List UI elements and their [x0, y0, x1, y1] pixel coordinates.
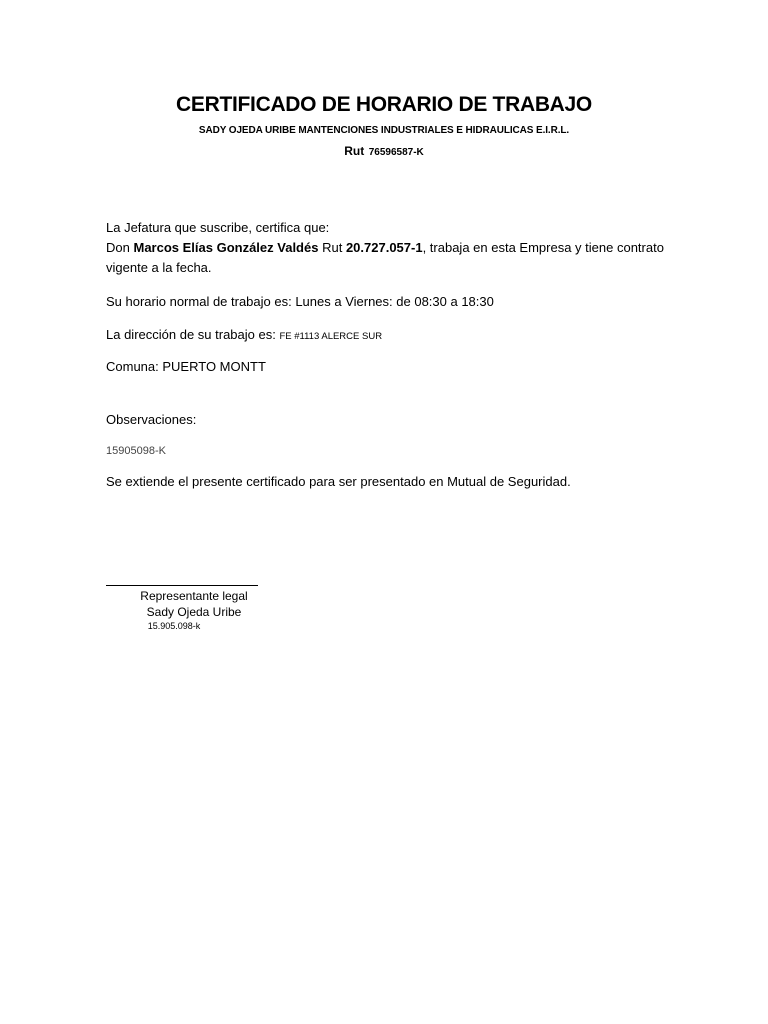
signature-name: Sady Ojeda Uribe [146, 605, 242, 619]
company-rut-label: Rut [344, 144, 365, 158]
signature-role: Representante legal [140, 589, 248, 603]
observaciones-label: Observaciones: [106, 412, 197, 427]
address-line [106, 325, 666, 347]
comuna-text: Comuna: PUERTO MONTT [106, 359, 266, 374]
schedule-text: Su horario normal de trabajo es: Lunes a Viernes: de 08:30 a 18:30 [106, 294, 494, 309]
employee-rut: 20.727.057-1 [345, 240, 423, 255]
signature-rut: 15.905.098-k [147, 621, 201, 631]
employment-text: , trabaja en esta Empresa y tiene contrato vigente a la fecha. [106, 240, 664, 275]
employee-line [106, 238, 666, 278]
employee-name: Marcos Elías González Valdés [133, 240, 319, 255]
document-title: CERTIFICADO DE HORARIO DE TRABAJO [176, 93, 592, 116]
certification-paragraph [106, 218, 666, 278]
company-name: SADY OJEDA URIBE MANTENCIONES INDUSTRIALES E HIDRAULICAS E.I.R.L. [198, 125, 570, 136]
address-value: FE #1113 ALERCE SUR [279, 331, 383, 342]
company-rut-value: 76596587-K [368, 147, 424, 158]
don-prefix: Don [106, 240, 130, 255]
observaciones-value: 15905098-K [106, 445, 166, 457]
intro-text: La Jefatura que suscribe, certifica que: [106, 220, 330, 235]
company-rut [0, 142, 768, 160]
closing-text: Se extiende el presente certificado para ser presentado en Mutual de Seguridad. [106, 474, 571, 489]
address-label: La dirección de su trabajo es: [106, 327, 276, 342]
signature-line [106, 574, 258, 586]
rut-word: Rut [322, 240, 343, 255]
